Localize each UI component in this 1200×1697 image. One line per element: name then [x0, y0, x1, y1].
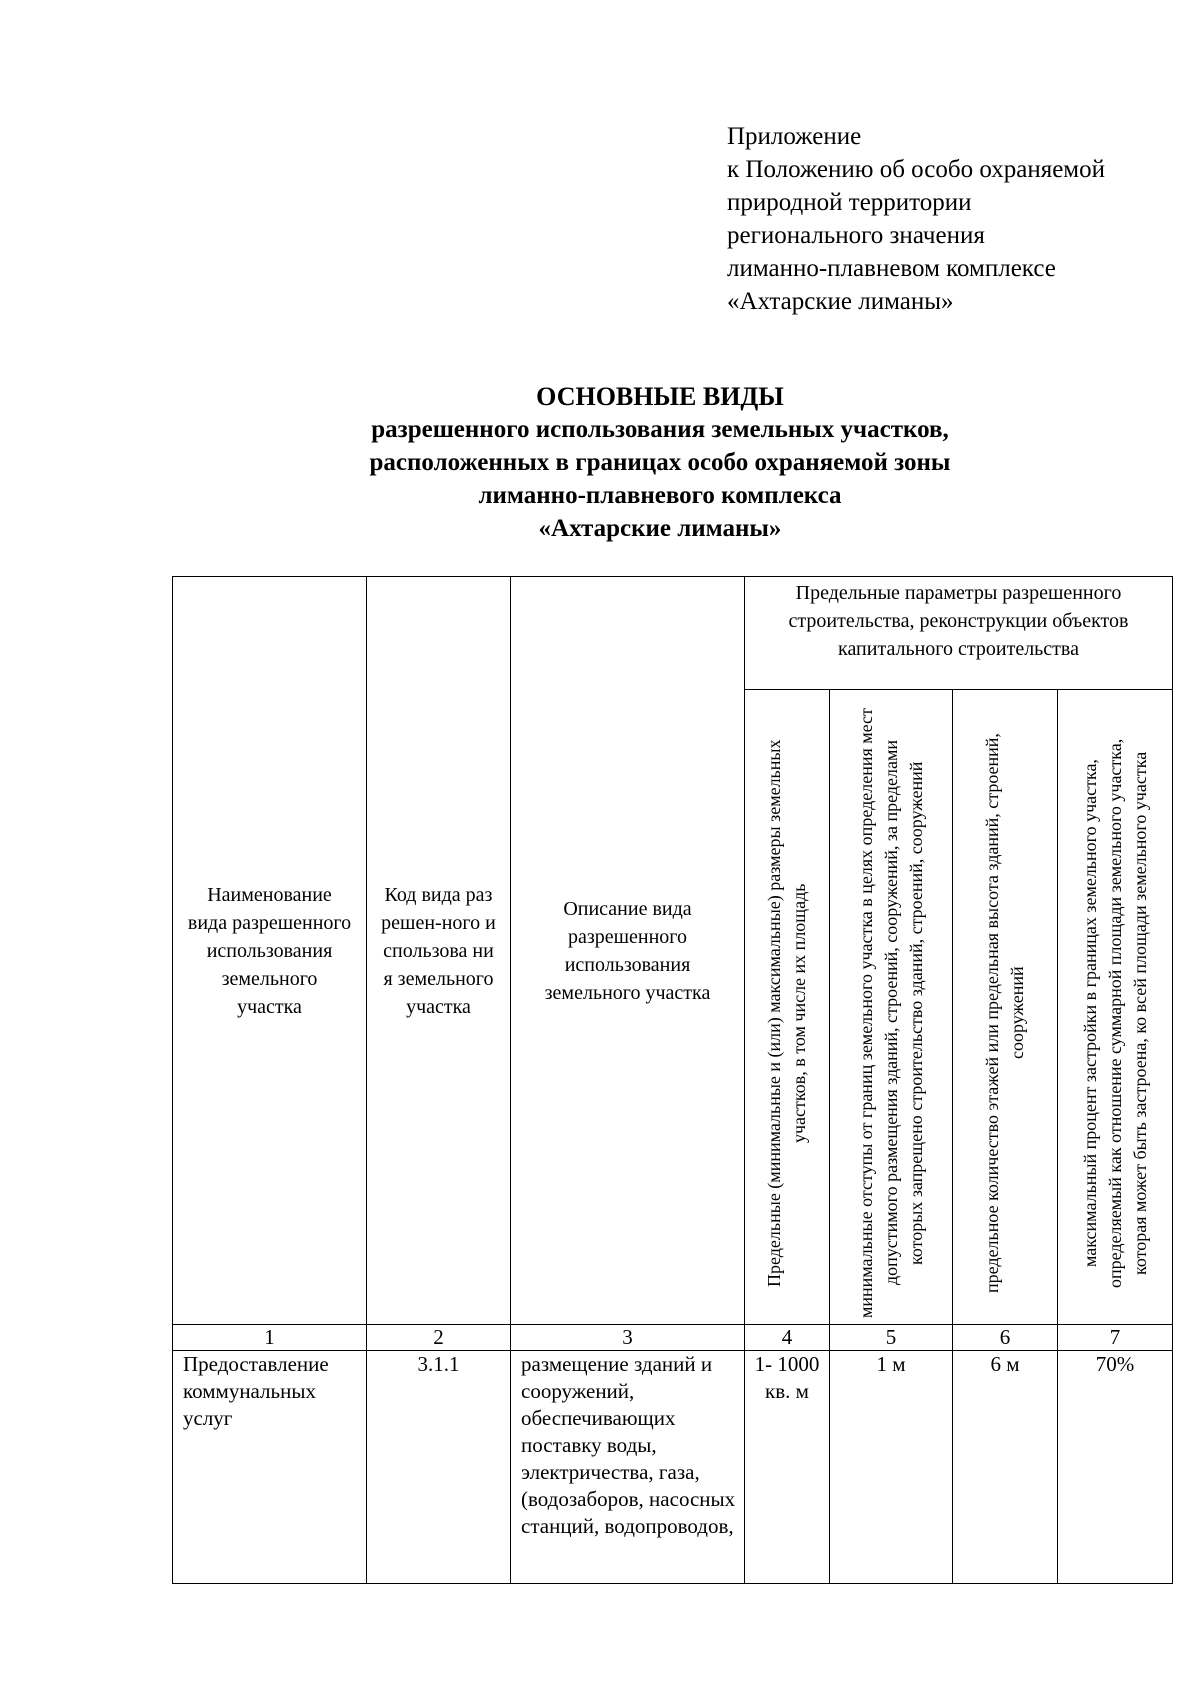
- header-description: [511, 577, 745, 1325]
- title-line: лиманно-плавневого комплекса: [478, 482, 842, 509]
- appendix-line: Приложение: [727, 123, 862, 150]
- header-coverage-text: максимальный процент застройки в границах земельного участка, определяемый как отношение суммарной площади земельного участка, которая может быть застроена, ко всей площади земельного участка: [1079, 738, 1150, 1288]
- title-line: «Ахтарские лиманы»: [538, 515, 782, 542]
- title-line: расположенных в границах особо охраняемой зоны: [369, 449, 951, 476]
- header-code-text: Код вида разрешен-ного использова ния земельного участка: [381, 883, 496, 1018]
- header-description-text: Описание вида разрешенного использования земельного участка: [544, 897, 711, 1004]
- appendix-line: регионального значения: [727, 222, 985, 249]
- row-description: размещение зданий и сооружений, обеспечивающих поставку воды, электричества, газа, (водозаборов, насосных станций, водопроводов,: [511, 1351, 745, 1584]
- row-coverage: 70%: [1058, 1351, 1173, 1584]
- land-use-table-wrap: [172, 576, 1172, 1584]
- appendix-note: [727, 120, 1105, 318]
- header-name-text: Наименование вида разрешенного использования земельного участка: [187, 883, 352, 1018]
- land-use-table: [172, 576, 1173, 1584]
- title-line: разрешенного использования земельных участков,: [371, 416, 949, 443]
- title-main: ОСНОВНЫЕ ВИДЫ: [536, 382, 784, 411]
- appendix-line: «Ахтарские лиманы»: [727, 288, 954, 315]
- row-plot-size: 1- 1000 кв. м: [745, 1351, 830, 1584]
- column-number: 2: [367, 1325, 511, 1351]
- appendix-line: к Положению об особо охраняемой: [727, 156, 1106, 183]
- header-coverage: [1058, 690, 1173, 1325]
- row-name: Предоставление коммунальных услуг: [173, 1351, 367, 1584]
- row-height: 6 м: [953, 1351, 1058, 1584]
- column-number: 4: [745, 1325, 830, 1351]
- column-number: 1: [173, 1325, 367, 1351]
- row-code: 3.1.1: [367, 1351, 511, 1584]
- column-number: 7: [1058, 1325, 1173, 1351]
- appendix-line: природной территории: [727, 189, 972, 216]
- header-setbacks-text: минимальные отступы от границ земельного участка в целях определения мест допустимого размещения зданий, строений, сооружений, за пределами которых запрещено строительство зданий, строений, сооружений: [855, 708, 926, 1318]
- row-setback: 1 м: [830, 1351, 953, 1584]
- header-code: [367, 577, 511, 1325]
- column-number: 5: [830, 1325, 953, 1351]
- column-number-row: [173, 1325, 1173, 1351]
- column-number: 3: [511, 1325, 745, 1351]
- header-group-parameters: [745, 577, 1173, 690]
- document-title: [0, 380, 1200, 545]
- header-floors: [953, 690, 1058, 1325]
- header-floors-text: предельное количество этажей или предельная высота зданий, строений, сооружений: [982, 733, 1027, 1293]
- header-name: [173, 577, 367, 1325]
- header-setbacks: [830, 690, 953, 1325]
- appendix-line: лиманно-плавневом комплексе: [727, 255, 1056, 282]
- header-group-text: Предельные параметры разрешенного строительства, реконструкции объектов капитального строительства: [788, 582, 1129, 660]
- header-plot-size: [745, 690, 830, 1325]
- column-number: 6: [953, 1325, 1058, 1351]
- table-row: [173, 1351, 1173, 1584]
- header-plot-size-text: Предельные (минимальные и (или) максимальные) размеры земельных участков, в том числе их площадь: [764, 739, 809, 1287]
